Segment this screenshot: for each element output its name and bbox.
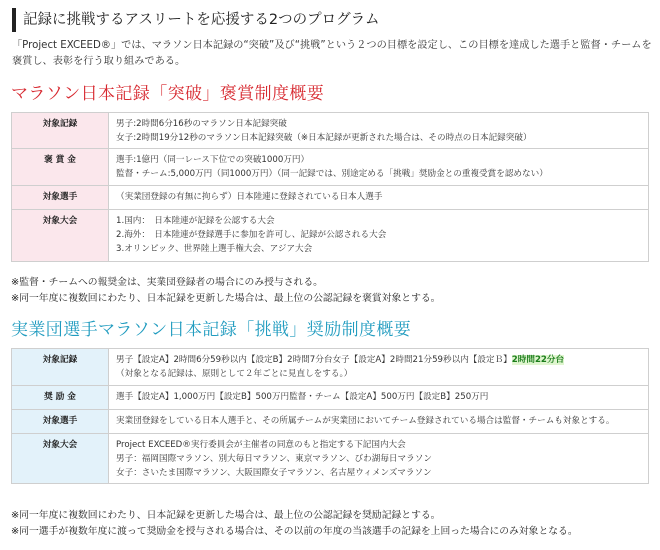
highlighted-record: 2時間22分台 — [511, 355, 565, 365]
row-value — [109, 186, 649, 210]
value-line: 選手:1億円（同一レース下位での突破1000万円） — [116, 155, 310, 165]
row-value — [109, 149, 649, 186]
breakthrough-table — [11, 112, 649, 262]
row-label: 対象記録 — [12, 113, 109, 149]
note-line: ※同一年度に複数回にわたり、日本記録を更新した場合は、最上位の公認記録を褒賞対象とする。 — [11, 293, 441, 304]
value-line — [116, 353, 641, 367]
table-row — [12, 113, 649, 149]
value-line: 監督・チーム:5,000万円（同1000万円）（同一記録では、別途定める「挑戦」奨励金との重複受賞を認めない） — [116, 169, 548, 179]
table-row — [12, 386, 649, 410]
value-line: Project EXCEED®実行委員会が主催者の同意のもと指定する下記国内大会 — [116, 440, 406, 450]
row-value — [109, 349, 649, 386]
note-line: ※同一選手が複数年度に渡って奨励金を授与される場合は、その以前の年度の当該選手の記録を上回った場合にのみ対象となる。 — [11, 526, 578, 537]
table-row — [12, 410, 649, 434]
row-label: 対象記録 — [12, 349, 109, 386]
section-title-breakthrough: マラソン日本記録「突破」褒賞制度概要 — [11, 84, 325, 104]
table-row — [12, 210, 649, 262]
record-target-text: 男子【設定A】2時間6分59秒以内【設定B】2時間7分台女子【設定A】2時間21分59秒以内【設定Ｂ】 — [116, 355, 512, 365]
row-label: 奨 励 金 — [12, 386, 109, 410]
note-line: ※同一年度に複数回にわたり、日本記録を更新した場合は、最上位の公認記録を奨励記録とする。 — [11, 510, 441, 521]
row-value — [109, 386, 649, 410]
table-row — [12, 434, 649, 484]
row-label: 対象大会 — [12, 434, 109, 484]
value-line: （対象となる記録は、原則として２年ごとに見直しをする。） — [116, 369, 353, 379]
note-line: ※監督・チームへの報奨金は、実業団登録者の場合にのみ授与される。 — [11, 277, 323, 288]
value-line: 2.海外： 日本陸連が登録選手に参加を許可し、記録が公認される大会 — [116, 230, 387, 240]
table-row — [12, 149, 649, 186]
row-value — [109, 210, 649, 262]
row-value — [109, 113, 649, 149]
challenge-table — [11, 348, 649, 484]
section-title-challenge: 実業団選手マラソン日本記録「挑戦」奨励制度概要 — [11, 320, 412, 340]
value-line: 1.国内： 日本陸連が記録を公認する大会 — [116, 216, 275, 226]
value-line: 男子:2時間6分16秒のマラソン日本記録突破 — [116, 119, 287, 129]
notes-breakthrough — [11, 275, 651, 307]
value-line: 選手【設定A】1,000万円【設定B】500万円監督・チーム【設定A】500万円【設定B】250万円 — [116, 392, 489, 402]
row-value — [109, 410, 649, 434]
page-heading: 記録に挑戦するアスリートを応援する2つのプログラム — [12, 8, 652, 32]
value-line: 女子:2時間19分12秒のマラソン日本記録突破（※日本記録が更新された場合は、その時点の日本記録突破） — [116, 133, 532, 143]
value-line: （実業団登録の有無に拘らず）日本陸連に登録されている日本人選手 — [116, 192, 383, 202]
value-line: 男子：福岡国際マラソン、別大毎日マラソン、東京マラソン、びわ湖毎日マラソン — [116, 454, 432, 464]
intro-paragraph: 「Project EXCEED®」では、マラソン日本記録の“突破”及び“挑戦”という２つの目標を設定し、この目標を達成した選手と監督・チームを褒賞し、表彰を行う取り組みである。 — [12, 40, 652, 67]
table-row — [12, 349, 649, 386]
row-label: 対象選手 — [12, 186, 109, 210]
row-value — [109, 434, 649, 484]
row-label: 対象選手 — [12, 410, 109, 434]
notes-challenge — [11, 508, 651, 540]
row-label: 褒 賞 金 — [12, 149, 109, 186]
value-line: 実業団登録をしている日本人選手と、その所属チームが実業団においてチーム登録されている場合は監督・チームも対象とする。 — [116, 416, 615, 426]
value-line: 女子：さいたま国際マラソン、大阪国際女子マラソン、名古屋ウィメンズマラソン — [116, 468, 432, 478]
row-label: 対象大会 — [12, 210, 109, 262]
table-row — [12, 186, 649, 210]
value-line: 3.オリンピック、世界陸上選手権大会、アジア大会 — [116, 244, 313, 254]
